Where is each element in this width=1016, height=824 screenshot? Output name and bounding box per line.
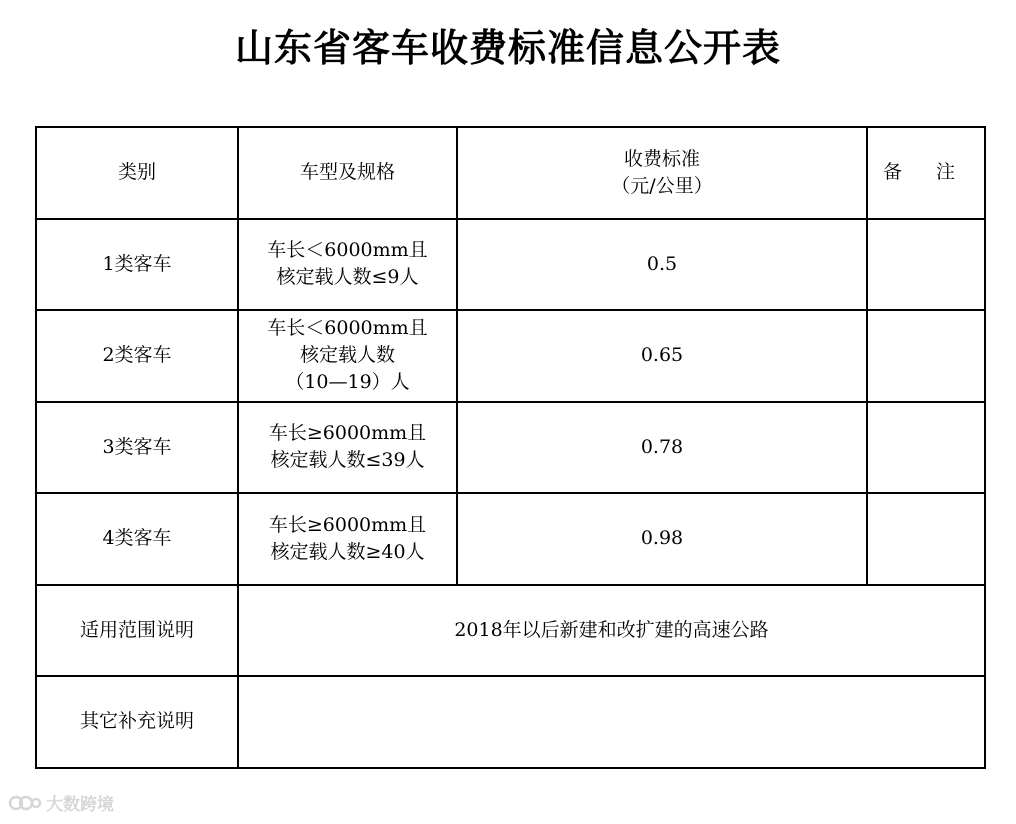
spec-line: 车长≥6000mm且 <box>268 422 427 445</box>
table-row <box>36 219 985 311</box>
row-remark <box>867 310 985 402</box>
row-category: 2类客车 <box>36 310 238 402</box>
spec-line: 核定载人数≤39人 <box>270 449 425 472</box>
header-rate-line1: 收费标准 <box>623 147 700 170</box>
spec-line: 车长＜6000mm且 <box>267 239 428 262</box>
row-spec <box>238 402 457 494</box>
row-category: 1类客车 <box>36 219 238 311</box>
row-rate: 0.5 <box>457 219 867 311</box>
row-rate: 0.78 <box>457 402 867 494</box>
fee-table <box>35 126 986 769</box>
header-category: 类别 <box>36 127 238 219</box>
row-category: 3类客车 <box>36 402 238 494</box>
row-spec <box>238 310 457 402</box>
row-remark <box>867 219 985 311</box>
header-remark: 备 注 <box>867 127 985 219</box>
row-category: 4类客车 <box>36 493 238 585</box>
table-row <box>36 402 985 494</box>
watermark-text: 大数跨境 <box>46 795 114 815</box>
row-rate: 0.65 <box>457 310 867 402</box>
spec-line: 车长≥6000mm且 <box>268 513 427 536</box>
row-remark <box>867 493 985 585</box>
header-rate-line2: （元/公里） <box>611 174 713 197</box>
page-title: 山东省客车收费标准信息公开表 <box>234 26 781 70</box>
row-spec <box>238 219 457 311</box>
table-row <box>36 310 985 402</box>
scope-value: 2018年以后新建和改扩建的高速公路 <box>238 585 985 677</box>
row-spec <box>238 493 457 585</box>
spec-line: 核定载人数 <box>299 344 395 367</box>
scope-label: 适用范围说明 <box>36 585 238 677</box>
table-header-row <box>36 127 985 219</box>
spec-line: （10—19）人 <box>285 371 410 394</box>
spec-line: 车长＜6000mm且 <box>267 317 428 340</box>
watermark <box>8 790 114 815</box>
row-rate: 0.98 <box>457 493 867 585</box>
scope-row <box>36 585 985 677</box>
header-spec: 车型及规格 <box>238 127 457 219</box>
other-label: 其它补充说明 <box>36 676 238 768</box>
header-rate <box>457 127 867 219</box>
logo-mark-icon <box>8 793 42 813</box>
spec-line: 核定载人数≤9人 <box>276 266 419 289</box>
other-row <box>36 676 985 768</box>
row-remark <box>867 402 985 494</box>
spec-line: 核定载人数≥40人 <box>270 540 425 563</box>
table-row <box>36 493 985 585</box>
other-value <box>238 676 985 768</box>
